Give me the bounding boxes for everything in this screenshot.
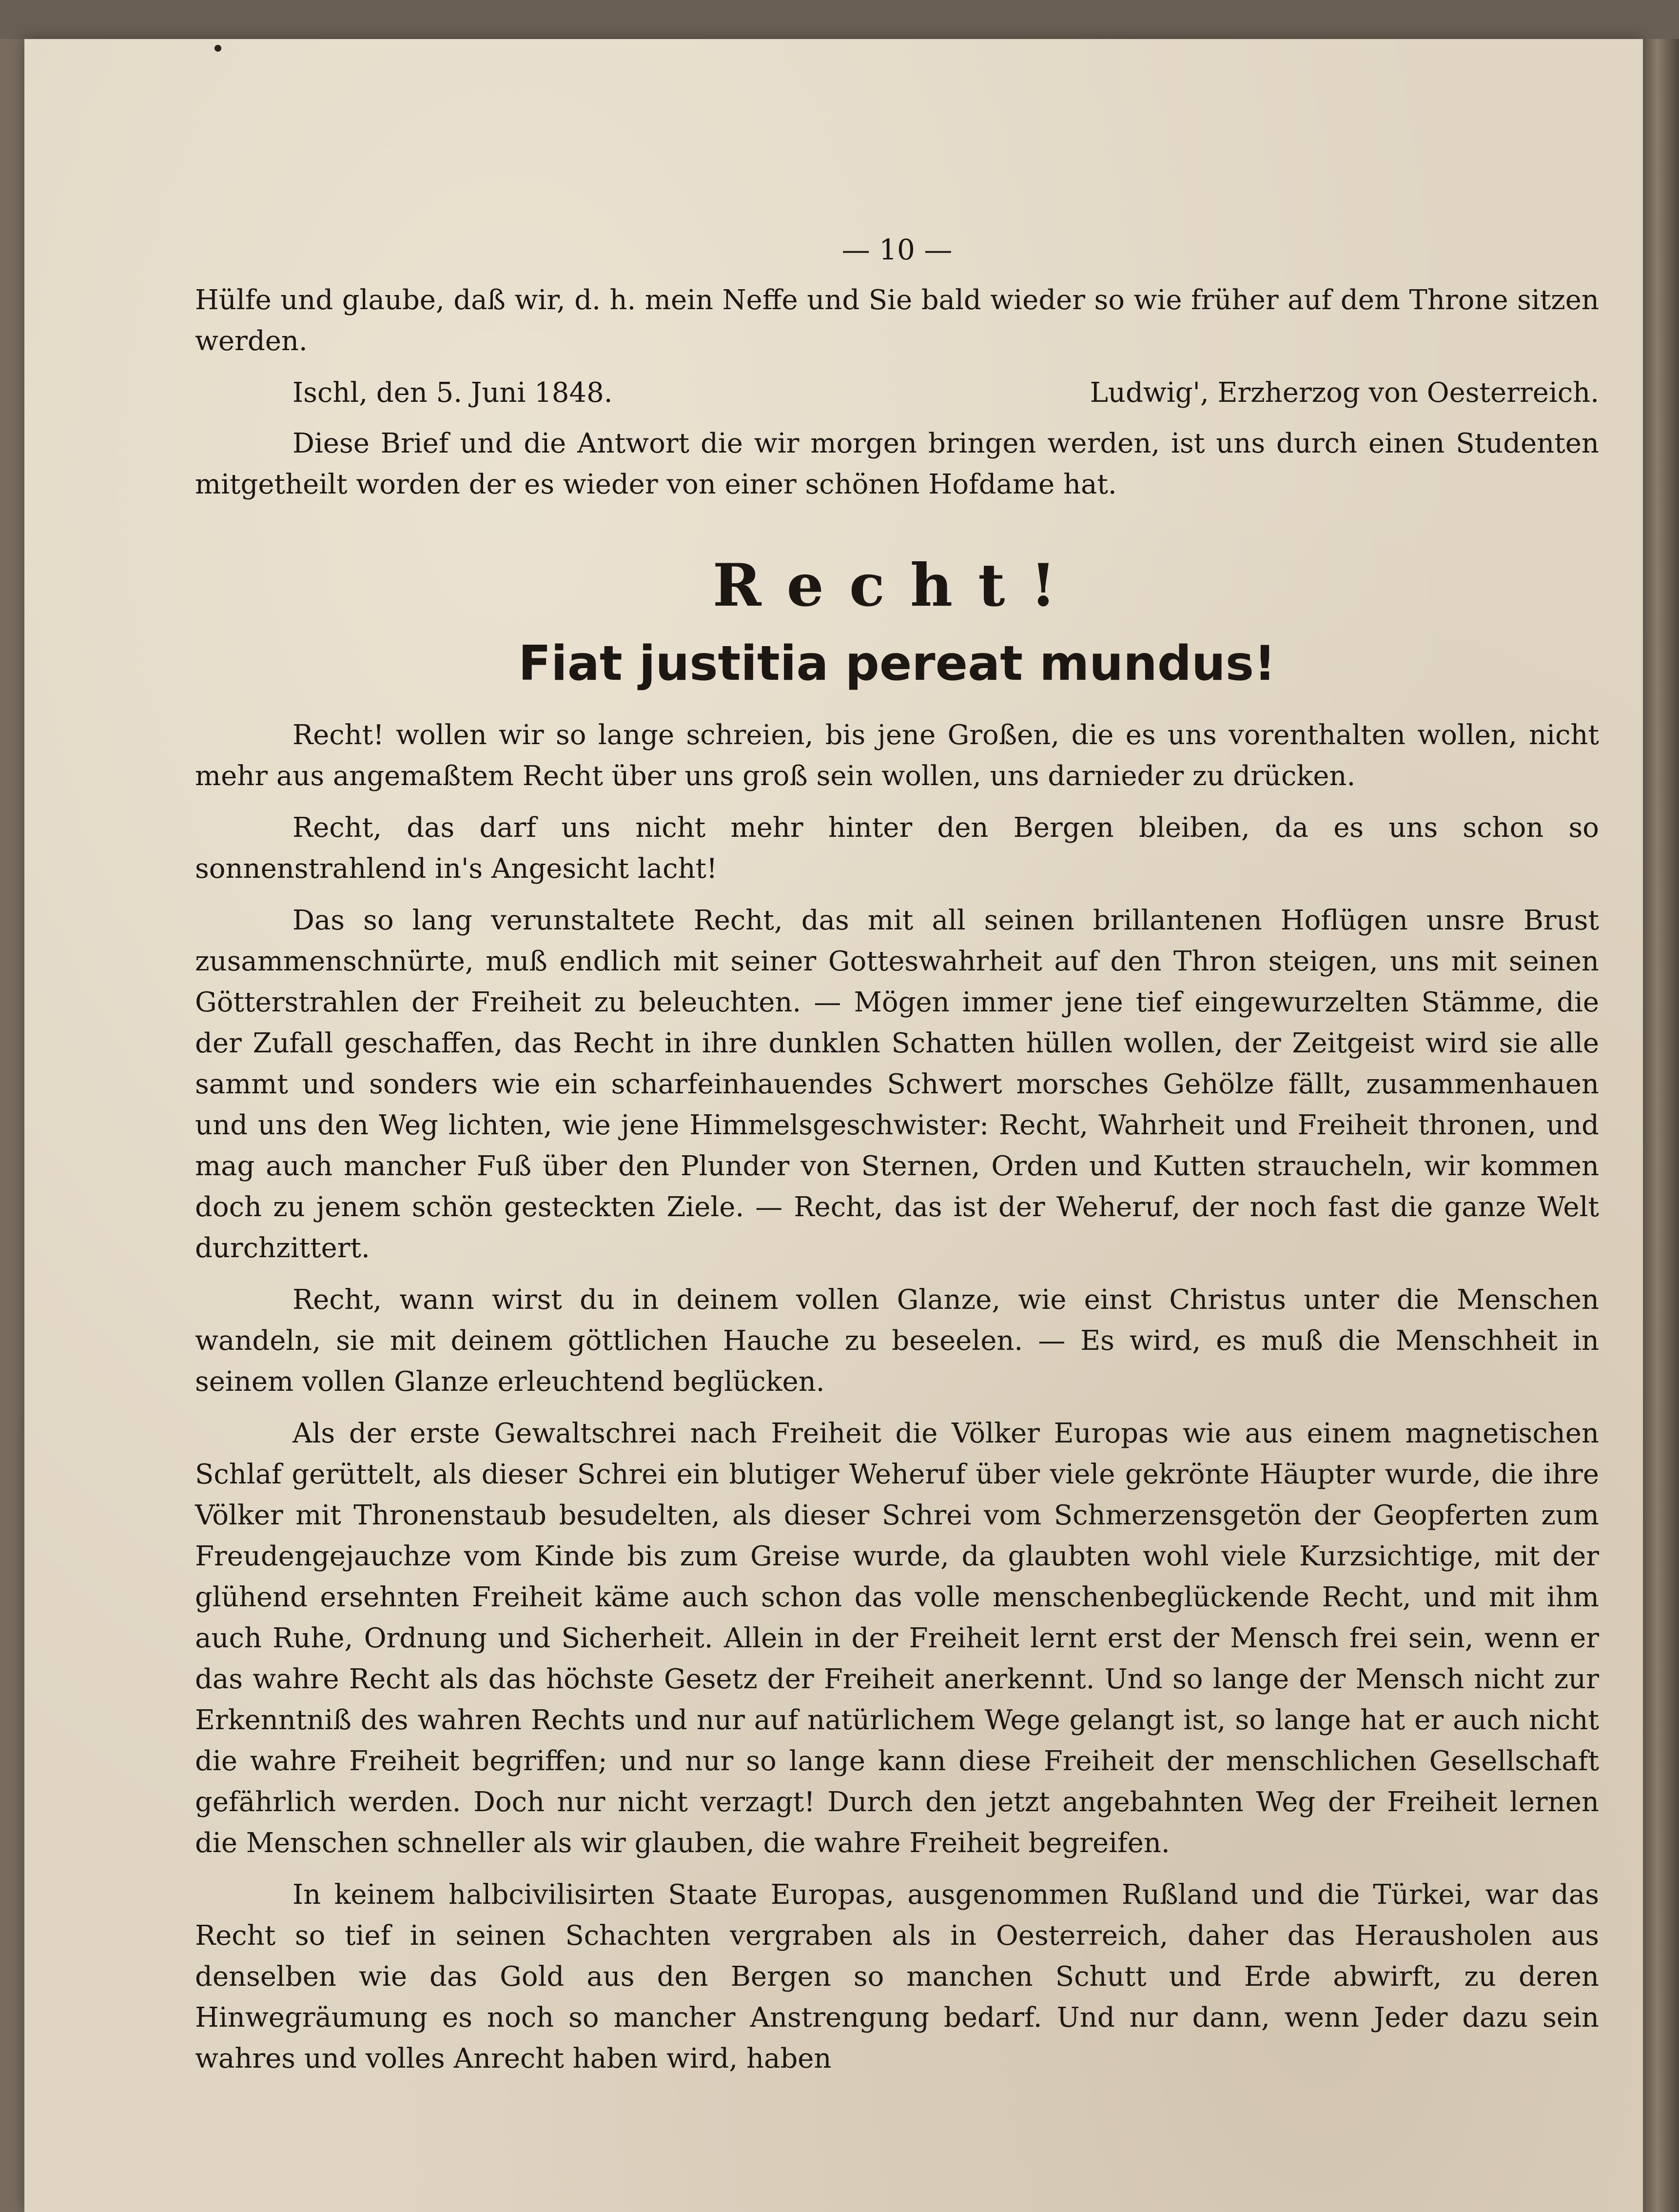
editor-note: Diese Brief und die Antwort die wir morgen bringen werden, ist uns durch einen Studenten mitgetheilt worden der es wieder von einer schönen Hofdame hat. bbox=[195, 428, 1599, 500]
page-edge-right bbox=[1643, 39, 1679, 2212]
body-paragraph: Recht, das darf uns nicht mehr hinter den Bergen bleiben, da es uns schon so sonnenstrahlend in's Angesicht lacht! bbox=[195, 812, 1599, 885]
page-number: — 10 — bbox=[841, 233, 953, 266]
body-paragraph: Das so lang verunstaltete Recht, das mit all seinen brillantenen Hoflügen unsre Brust zusammenschnürte, muß endlich mit seiner Gotteswahrheit auf den Thron steigen, uns mit seinen Götterstrahlen der Freiheit zu beleuchten. — Mögen immer jene tief eingewurzelten Stämme, die der Zufall geschaffen, das Recht in ihre dunklen Schatten hüllen wollen, der Zeitgeist wird sie alle sammt und sonders wie ein scharfeinhauendes Schwert morsches Gehölze fällt, zusammenhauen und uns den Weg lichten, wie jene Himmelsgeschwister: Recht, Wahrheit und Freiheit thronen, und mag auch mancher Fuß über den Plunder von Sternen, Orden und Kutten straucheln, wir kommen doch zu jenem schön gesteckten Ziele. — Recht, das ist der Weheruf, der noch fast die ganze Welt durchzittert. bbox=[195, 905, 1599, 1264]
paragraph-continued: Hülfe und glaube, daß wir, d. h. mein Neffe und Sie bald wieder so wie früher auf dem Throne sitzen werden. bbox=[195, 284, 1599, 357]
body-paragraph: Als der erste Gewaltschrei nach Freiheit die Völker Europas wie aus einem magnetischen Schlaf gerüttelt, als dieser Schrei ein blutiger Weheruf über viele gekrönte Häupter wurde, die ihre Völker mit Thronenstaub besudelten, als dieser Schrei vom Schmerzensgetön der Geopferten zum Freudengejauchze vom Kinde bis zum Greise wurde, da glaubten wohl viele Kurzsichtige, mit der glühend ersehnten Freiheit käme auch schon das volle menschenbeglückende Recht, und mit ihm auch Ruhe, Ordnung und Sicherheit. Allein in der Freiheit lernt erst der Mensch frei sein, wenn er das wahre Recht als das höchste Gesetz der Freiheit anerkennt. Und so lange der Mensch nicht zur Erkenntniß des wahren Rechts und nur auf natürlichem Wege gelangt ist, so lange hat er auch nicht die wahre Freiheit begriffen; und nur so lange kann diese Freiheit der menschlichen Gesellschaft gefährlich werden. Doch nur nicht verzagt! Durch den jetzt angebahnten Weg der Freiheit lernen die Menschen schneller als wir glauben, die wahre Freiheit begreifen. bbox=[195, 1418, 1599, 1859]
body-paragraph: In keinem halbcivilisirten Staate Europas, ausgenommen Rußland und die Türkei, war das Recht so tief in seinen Schachten vergraben als in Oesterreich, daher das Herausholen aus denselben wie das Gold aus den Bergen so manchen Schutt und Erde abwirft, zu deren Hinwegräumung es noch so mancher Anstrengung bedarf. Und nur dann, wenn Jeder dazu sein wahres und volles Anrecht haben wird, haben bbox=[195, 1879, 1599, 2074]
body-paragraph: Recht! wollen wir so lange schreien, bis jene Großen, die es uns vorenthalten wollen, nicht mehr aus angemaßtem Recht über uns groß sein wollen, uns darnieder zu drücken. bbox=[195, 719, 1599, 792]
page-text bbox=[195, 229, 1599, 2090]
scan-top-strip bbox=[0, 0, 1679, 39]
signature-line bbox=[195, 373, 1599, 414]
signer: Ludwig', Erzherzog von Oesterreich. bbox=[1090, 377, 1599, 409]
article-motto: Fiat justitia pereat mundus! bbox=[518, 636, 1276, 691]
ink-spot bbox=[215, 45, 221, 52]
place-date: Ischl, den 5. Juni 1848. bbox=[293, 377, 613, 409]
body-paragraph: Recht, wann wirst du in deinem vollen Glanze, wie einst Christus unter die Menschen wandeln, sie mit deinem göttlichen Hauche zu beseelen. — Es wird, es muß die Menschheit in seinem vollen Glanze erleuchtend beglücken. bbox=[195, 1284, 1599, 1398]
article-heading: Recht! bbox=[712, 551, 1082, 620]
